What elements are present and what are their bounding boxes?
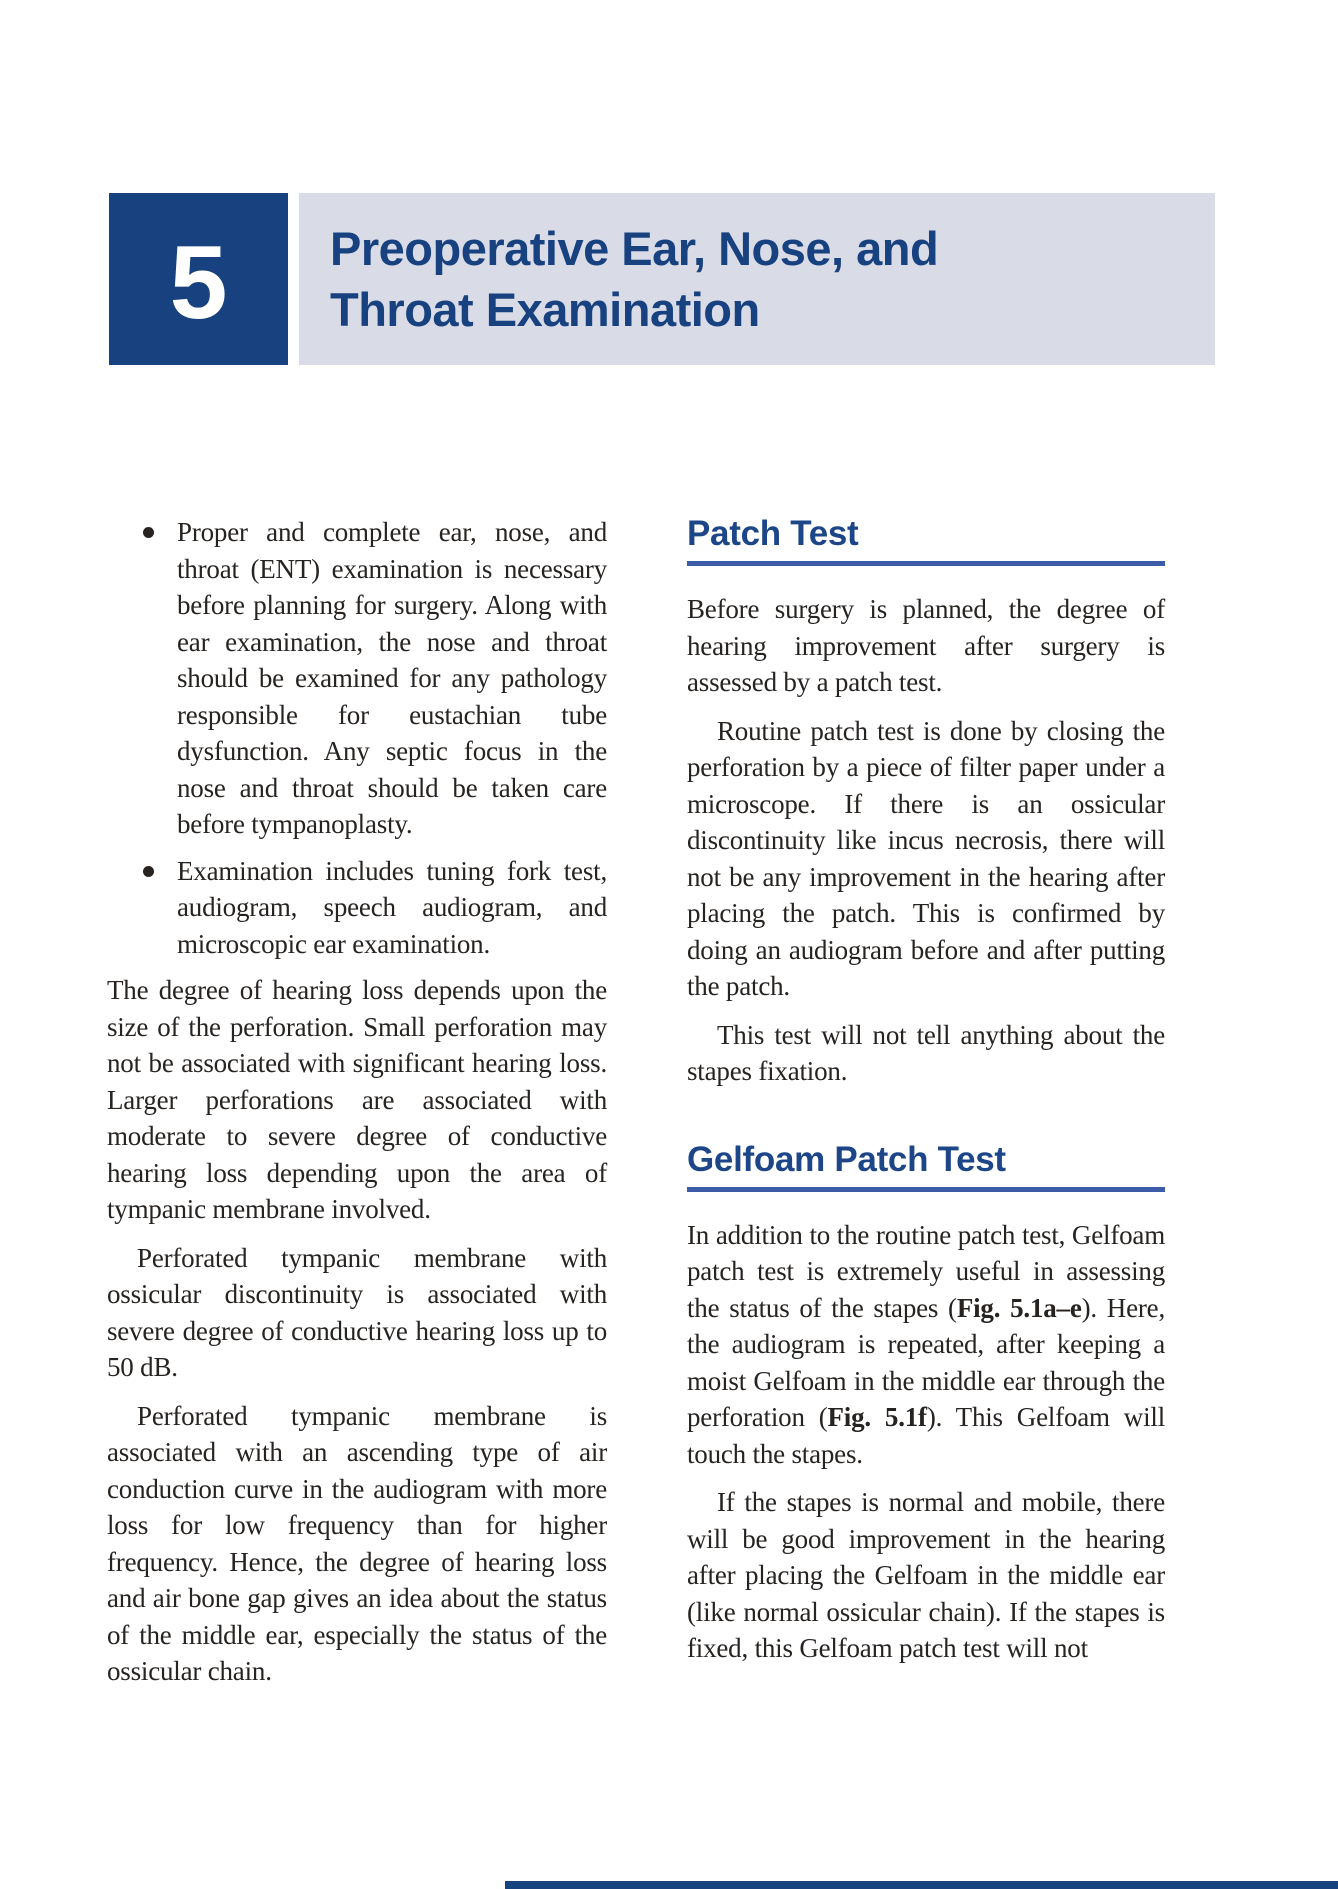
bullet-text: Proper and complete ear, nose, and throat (ENT) examination is necessary before planning for surgery. Along with ear examination, the nose and throat should be examined for any pathology responsible for eustachian tube dysfunction. Any septic focus in the nose and throat should be taken care before tympanoplasty. bbox=[177, 517, 607, 839]
heading-rule bbox=[687, 561, 1165, 566]
section-heading-patch-test: Patch Test bbox=[687, 514, 859, 553]
paragraph: Before surgery is planned, the degree of hearing improvement after surgery is assessed by a patch test. bbox=[687, 594, 1165, 697]
bullet-icon bbox=[143, 527, 154, 538]
paragraph: In addition to the routine patch test, Gelfoam patch test is extremely useful in assessing the status of the stapes (Fig. 5.1a–e). Here, the audiogram is repeated, after keeping a moist Gelfoam in the middle ear through the perforation (Fig. 5.1f). This Gelfoam will touch the stapes. bbox=[687, 1219, 1166, 1469]
paragraph: Perforated tympanic membrane with ossicular discontinuity is associated with severe degree of conductive hearing loss up to 50 dB. bbox=[107, 1242, 607, 1382]
paragraph: If the stapes is normal and mobile, there will be good improvement in the hearing after placing the Gelfoam in the middle ear (like normal ossicular chain). If the stapes is fixed, this Gelfoam patch test will not bbox=[687, 1487, 1165, 1663]
bullet-text: Examination includes tuning fork test, audiogram, speech audiogram, and microscopic ear examination. bbox=[177, 855, 607, 959]
chapter-title-line-2: Throat Examination bbox=[330, 283, 760, 336]
chapter-number-box bbox=[109, 193, 288, 365]
chapter-title-band bbox=[299, 193, 1215, 365]
right-column bbox=[687, 514, 1165, 1679]
section-heading-gelfoam-patch-test: Gelfoam Patch Test bbox=[687, 1139, 1006, 1179]
paragraph: The degree of hearing loss depends upon the size of the perforation. Small perforation may not be associated with significant hearing loss. Larger perforations are associated with moderate to severe degree of conductive hearing loss depending upon the area of tympanic membrane involved. bbox=[107, 975, 607, 1224]
bullet-icon bbox=[143, 866, 154, 877]
chapter-title-line-1: Preoperative Ear, Nose, and bbox=[330, 222, 939, 275]
left-column bbox=[107, 514, 607, 1702]
heading-rule bbox=[687, 1187, 1165, 1192]
chapter-number: 5 bbox=[169, 225, 228, 341]
paragraph: Routine patch test is done by closing the perforation by a piece of filter paper under a microscope. If there is an ossicular discontinuity like incus necrosis, there will not be any improvement in the hearing after placing the patch. This is confirmed by doing an audiogram before and after putting the patch. bbox=[687, 715, 1165, 1001]
list-item bbox=[107, 853, 607, 963]
paragraph: This test will not tell anything about the stapes fixation. bbox=[687, 1019, 1165, 1086]
list-item bbox=[107, 514, 607, 843]
page-edge-bar bbox=[505, 1881, 1338, 1889]
paragraph: Perforated tympanic membrane is associated with an ascending type of air conduction curve in the audiogram with more loss for low frequency than for higher frequency. Hence, the degree of hearing loss and air bone gap gives an idea about the status of the middle ear, especially the status of the ossicular chain. bbox=[107, 1400, 607, 1686]
